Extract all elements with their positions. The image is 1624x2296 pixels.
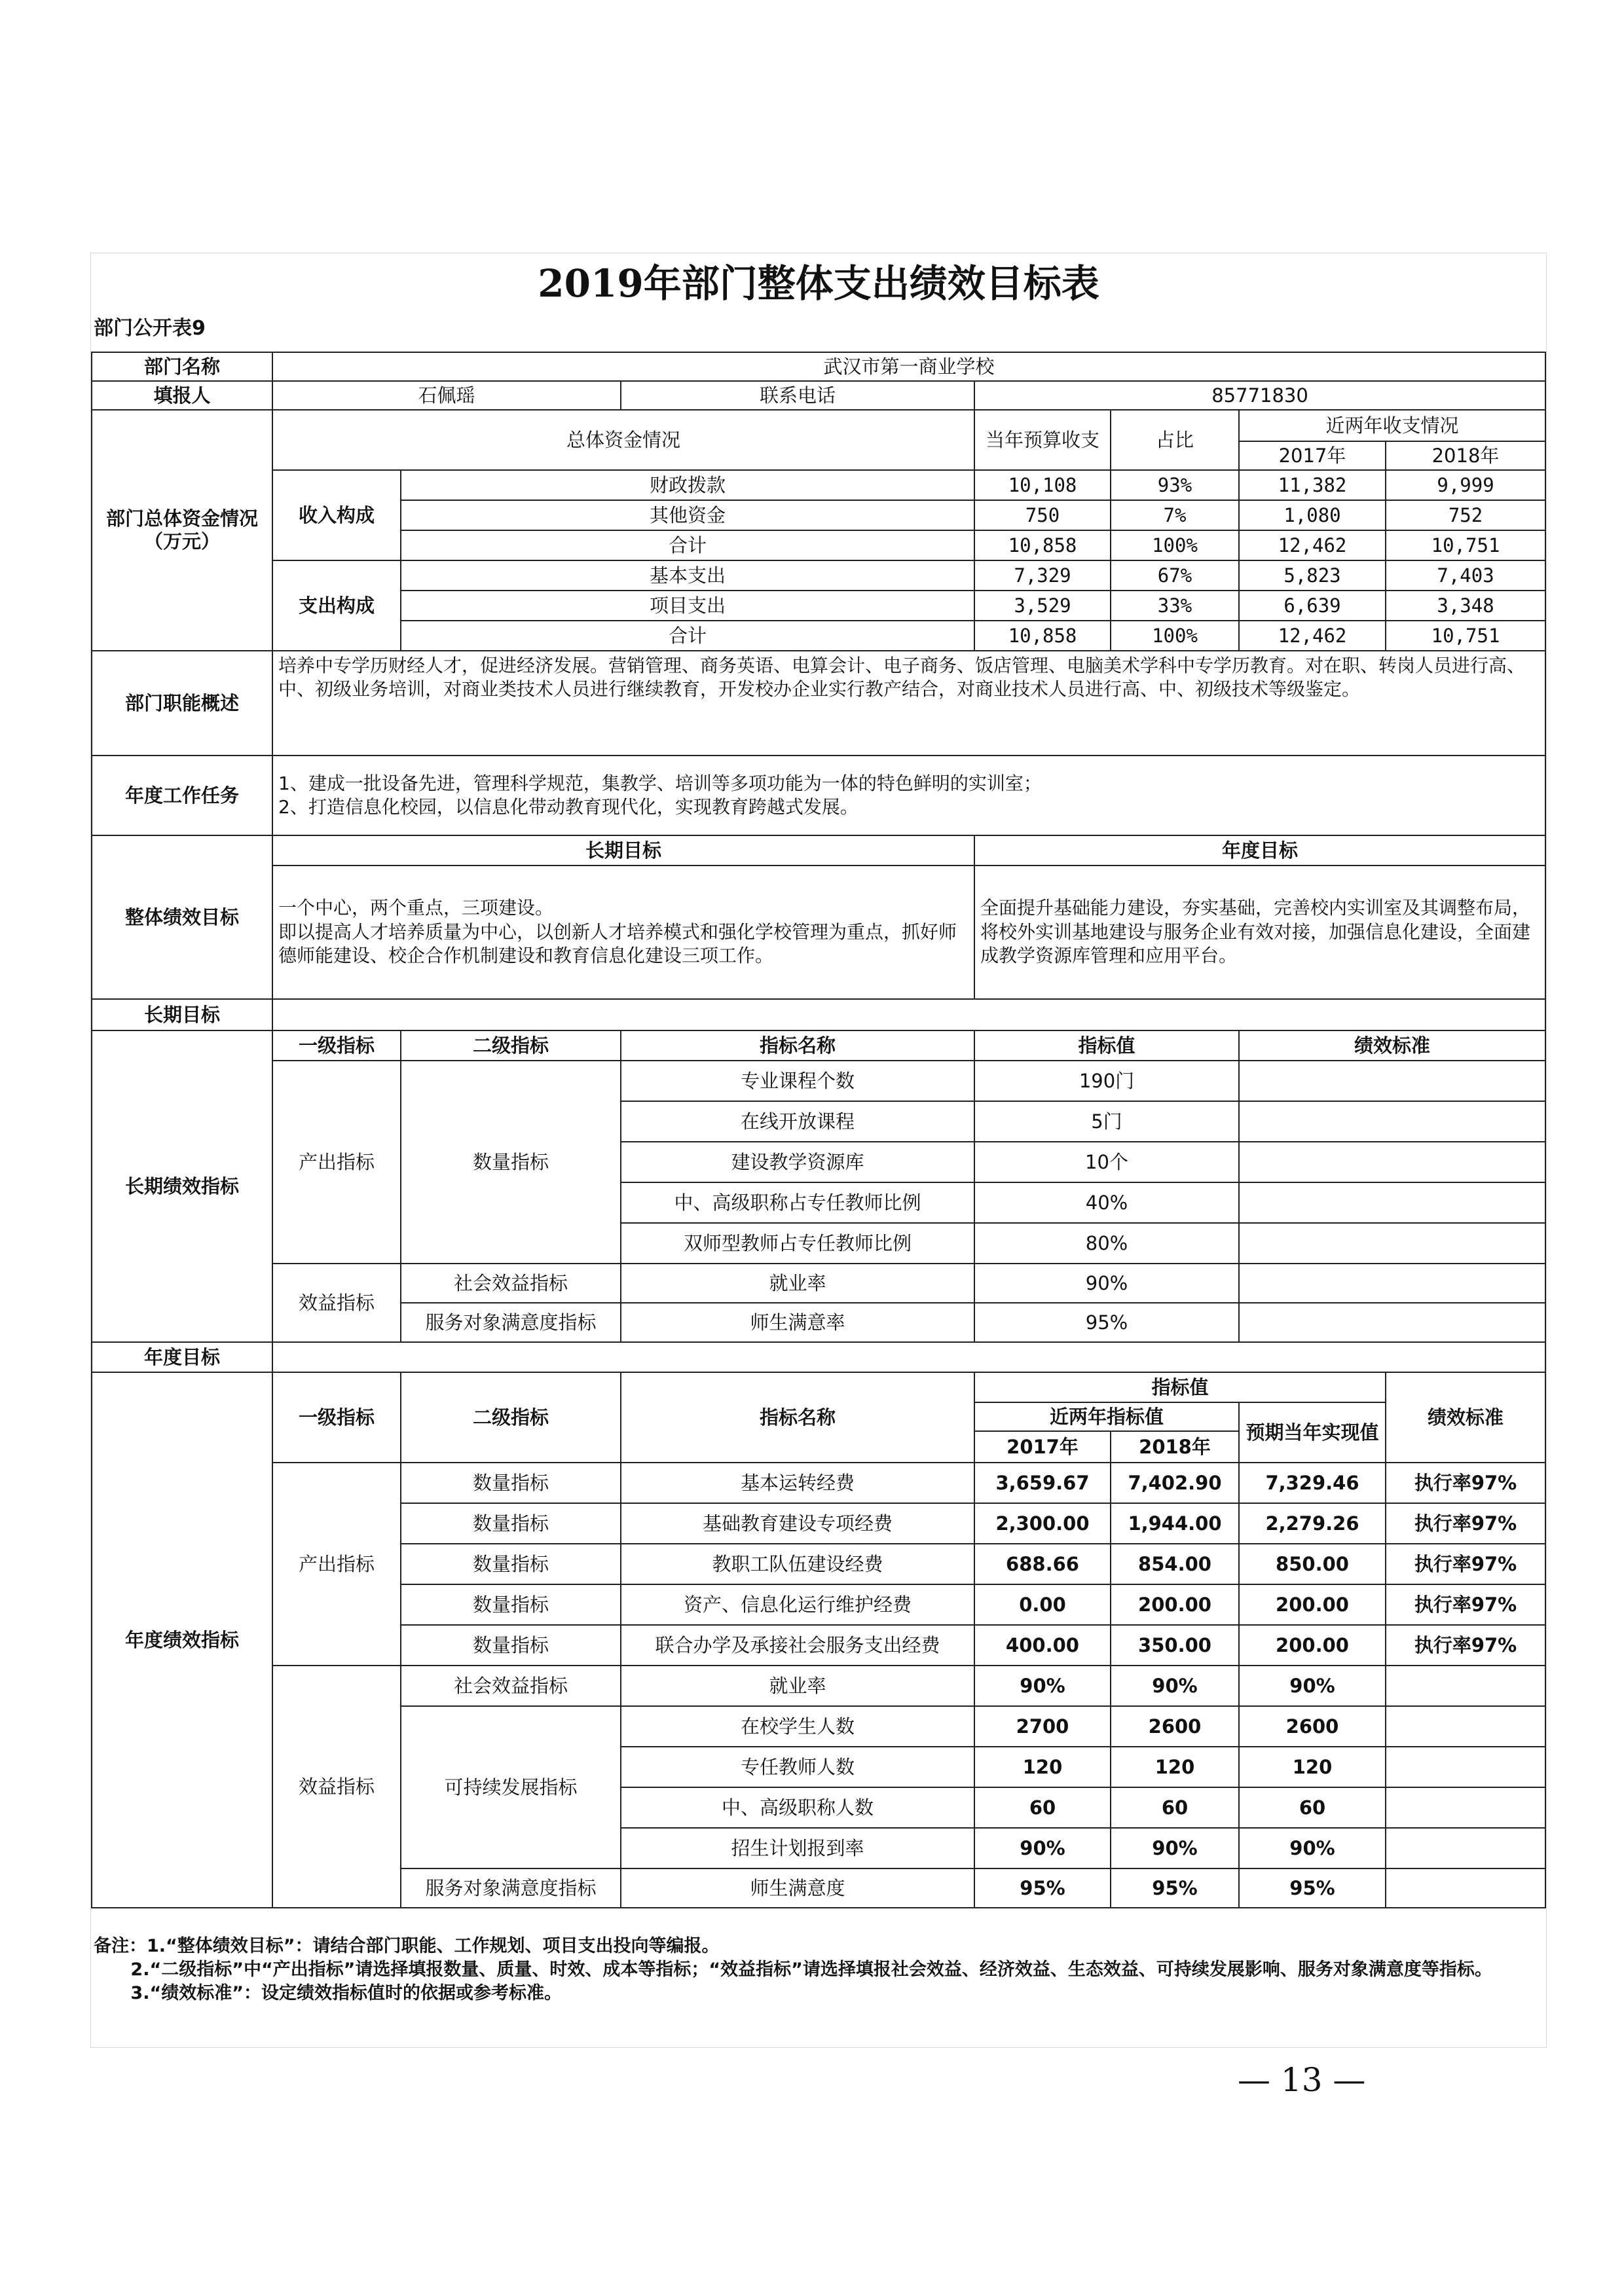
indicator-value: 40% (974, 1182, 1239, 1223)
indicator-name: 建设教学资源库 (621, 1142, 974, 1182)
long-term-section-empty (272, 999, 1545, 1030)
long-term-indicators-label: 长期绩效指标 (92, 1030, 272, 1342)
output-level2: 数量指标 (401, 1503, 621, 1544)
indicator-standard (1239, 1142, 1545, 1182)
standard (1386, 1706, 1545, 1747)
year-2017-header: 2017年 (974, 1431, 1111, 1463)
note-line: 2.“二级指标”中“产出指标”请选择填报数量、质量、时效、成本等指标；“效益指标”请选择填报社会效益、经济效益、生态效益、可持续发展影响、服务对象满意度等指标。 (94, 1959, 1492, 1980)
indicator-standard (1239, 1264, 1545, 1303)
value-expected: 200.00 (1239, 1584, 1386, 1625)
value-expected: 120 (1239, 1747, 1386, 1787)
output-level2: 数量指标 (401, 1584, 621, 1625)
income-2017: 12,462 (1239, 530, 1386, 560)
income-budget: 10,858 (974, 530, 1111, 560)
income-label: 收入构成 (272, 470, 401, 560)
annual-output-label: 产出指标 (272, 1463, 401, 1666)
value-2017: 95% (974, 1868, 1111, 1908)
two-years-header: 近两年收支情况 (1239, 410, 1545, 441)
reporter-label: 填报人 (92, 381, 272, 410)
indicator-name: 联合办学及承接社会服务支出经费 (621, 1625, 974, 1666)
long-term-quantity-label: 数量指标 (401, 1061, 621, 1264)
dept-name-row (92, 352, 1545, 381)
value-2018: 200.00 (1111, 1584, 1239, 1625)
dept-name-value: 武汉市第一商业学校 (272, 352, 1545, 381)
expense-ratio: 100% (1111, 621, 1239, 651)
value-expected: 60 (1239, 1787, 1386, 1828)
value-expected: 90% (1239, 1666, 1386, 1706)
indicator-standard (1239, 1182, 1545, 1223)
output-level2: 数量指标 (401, 1463, 621, 1503)
benefit-level2: 服务对象满意度指标 (401, 1303, 621, 1342)
expense-item: 基本支出 (401, 560, 974, 591)
value-2017: 3,659.67 (974, 1463, 1111, 1503)
indicator-value: 190门 (974, 1061, 1239, 1101)
social-benefit-label: 社会效益指标 (401, 1666, 621, 1706)
value-expected: 2,279.26 (1239, 1503, 1386, 1544)
standard: 执行率97% (1386, 1544, 1545, 1584)
indicator-value: 5门 (974, 1101, 1239, 1142)
notes (94, 1935, 1534, 2005)
annual-benefit-row (92, 1666, 1545, 1706)
duty-text: 培养中专学历财经人才，促进经济发展。营销管理、商务英语、电算会计、电子商务、饭店管理、电脑美术学科中专学历教育。对在职、转岗人员进行高、中、初级业务培训，对商业类技术人员进行继续教育，开发校办企业实行教产结合，对商业技术人员进行高、中、初级技术等级鉴定。 (272, 651, 1545, 756)
long-term-indicators-header-row (92, 1030, 1545, 1061)
table-number: 部门公开表9 (94, 317, 206, 340)
annual-section-row (92, 1342, 1545, 1372)
annual-task-label: 年度工作任务 (92, 756, 272, 835)
indicator-name: 资产、信息化运行维护经费 (621, 1584, 974, 1625)
standard: 执行率97% (1386, 1584, 1545, 1625)
overall-goal-label: 整体绩效目标 (92, 835, 272, 999)
income-2017: 1,080 (1239, 500, 1386, 530)
phone-label: 联系电话 (621, 381, 974, 410)
form-sheet (90, 253, 1547, 2048)
standard (1386, 1828, 1545, 1868)
year-2018-header: 2018年 (1386, 441, 1545, 470)
value-2017: 2,300.00 (974, 1503, 1111, 1544)
indicator-standard (1239, 1223, 1545, 1264)
value-2017: 60 (974, 1787, 1111, 1828)
expense-2018: 3,348 (1386, 591, 1545, 621)
performance-table (91, 352, 1546, 1908)
indicator-name: 基础教育建设专项经费 (621, 1503, 974, 1544)
annual-header-row (92, 1372, 1545, 1402)
long-term-benefit-label: 效益指标 (272, 1264, 401, 1342)
expense-budget: 10,858 (974, 621, 1111, 651)
value-2018: 2600 (1111, 1706, 1239, 1747)
value-2018: 120 (1111, 1747, 1239, 1787)
value-expected: 7,329.46 (1239, 1463, 1386, 1503)
expense-2018: 10,751 (1386, 621, 1545, 651)
note-line: 备注：1.“整体绩效目标”：请结合部门职能、工作规划、项目支出投向等编报。 (94, 1936, 720, 1956)
duty-row (92, 651, 1545, 756)
indicator-name-header: 指标名称 (621, 1030, 974, 1061)
indicator-standard (1239, 1303, 1545, 1342)
income-ratio: 7% (1111, 500, 1239, 530)
value-expected: 850.00 (1239, 1544, 1386, 1584)
page-number: — 13 — (1238, 2061, 1366, 2099)
standard (1386, 1666, 1545, 1706)
long-term-section-row (92, 999, 1545, 1030)
income-ratio: 93% (1111, 470, 1239, 500)
value-expected: 2600 (1239, 1706, 1386, 1747)
value-2017: 90% (974, 1828, 1111, 1868)
indicator-standard (1239, 1061, 1545, 1101)
indicator-value-header: 指标值 (974, 1372, 1386, 1402)
phone-value: 85771830 (974, 381, 1545, 410)
level2-header: 二级指标 (401, 1372, 621, 1463)
indicator-value: 95% (974, 1303, 1239, 1342)
annual-section-empty (272, 1342, 1545, 1372)
value-2017: 2700 (974, 1706, 1111, 1747)
value-2018: 90% (1111, 1828, 1239, 1868)
long-term-benefit-row (92, 1264, 1545, 1303)
value-2018: 1,944.00 (1111, 1503, 1239, 1544)
overall-goal-header-row (92, 835, 1545, 866)
income-2018: 10,751 (1386, 530, 1545, 560)
annual-task-row (92, 756, 1545, 835)
value-2018: 350.00 (1111, 1625, 1239, 1666)
annual-indicators-label: 年度绩效指标 (92, 1372, 272, 1908)
long-term-goal-header: 长期目标 (272, 835, 974, 866)
income-item: 合计 (401, 530, 974, 560)
indicator-name: 专业课程个数 (621, 1061, 974, 1101)
expense-budget: 7,329 (974, 560, 1111, 591)
reporter-row (92, 381, 1545, 410)
expected-value-header: 预期当年实现值 (1239, 1402, 1386, 1463)
standard (1386, 1787, 1545, 1828)
expense-2018: 7,403 (1386, 560, 1545, 591)
indicator-name: 在校学生人数 (621, 1706, 974, 1747)
income-2018: 9,999 (1386, 470, 1545, 500)
benefit-level2: 社会效益指标 (401, 1264, 621, 1303)
annual-goal-header: 年度目标 (974, 835, 1545, 866)
sustain-label: 可持续发展指标 (401, 1706, 621, 1868)
long-term-goal-text: 一个中心，两个重点，三项建设。 即以提高人才培养质量为中心，以创新人才培养模式和强化学校管理为重点，抓好师德师能建设、校企合作机制建设和教育信息化建设三项工作。 (272, 866, 974, 999)
standard (1386, 1747, 1545, 1787)
indicator-value: 80% (974, 1223, 1239, 1264)
expense-item: 合计 (401, 621, 974, 651)
dept-name-label: 部门名称 (92, 352, 272, 381)
income-budget: 10,108 (974, 470, 1111, 500)
note-line: 3.“绩效标准”：设定绩效指标值时的依据或参考标准。 (94, 1983, 562, 2003)
indicator-name-header: 指标名称 (621, 1372, 974, 1463)
output-level2: 数量指标 (401, 1544, 621, 1584)
indicator-value: 10个 (974, 1142, 1239, 1182)
level2-header: 二级指标 (401, 1030, 621, 1061)
income-row (92, 470, 1545, 500)
indicator-name: 教职工队伍建设经费 (621, 1544, 974, 1584)
expense-2017: 6,639 (1239, 591, 1386, 621)
output-level2: 数量指标 (401, 1625, 621, 1666)
recent-two-years-header: 近两年指标值 (974, 1402, 1239, 1431)
level1-header: 一级指标 (272, 1372, 401, 1463)
expense-2017: 5,823 (1239, 560, 1386, 591)
income-budget: 750 (974, 500, 1111, 530)
annual-section-label: 年度目标 (92, 1342, 272, 1372)
indicator-name: 在线开放课程 (621, 1101, 974, 1142)
income-2018: 752 (1386, 500, 1545, 530)
indicator-name: 师生满意度 (621, 1868, 974, 1908)
value-2018: 60 (1111, 1787, 1239, 1828)
indicator-name: 基本运转经费 (621, 1463, 974, 1503)
indicator-value-header: 指标值 (974, 1030, 1239, 1061)
income-ratio: 100% (1111, 530, 1239, 560)
funds-header-row (92, 410, 1545, 441)
level1-header: 一级指标 (272, 1030, 401, 1061)
annual-benefit-label: 效益指标 (272, 1666, 401, 1908)
value-expected: 90% (1239, 1828, 1386, 1868)
expense-row (92, 560, 1545, 591)
duty-label: 部门职能概述 (92, 651, 272, 756)
expense-label: 支出构成 (272, 560, 401, 651)
annual-task-text: 1、建成一批设备先进，管理科学规范，集教学、培训等多项功能为一体的特色鲜明的实训室； 2、打造信息化校园，以信息化带动教育现代化，实现教育跨越式发展。 (272, 756, 1545, 835)
value-2018: 854.00 (1111, 1544, 1239, 1584)
standard: 执行率97% (1386, 1463, 1545, 1503)
document-title: 2019年部门整体支出绩效目标表 (538, 261, 1099, 306)
expense-2017: 12,462 (1239, 621, 1386, 651)
long-term-output-row (92, 1061, 1545, 1101)
indicator-name: 就业率 (621, 1264, 974, 1303)
indicator-name: 师生满意率 (621, 1303, 974, 1342)
indicator-name: 中、高级职称占专任教师比例 (621, 1182, 974, 1223)
value-expected: 95% (1239, 1868, 1386, 1908)
expense-item: 项目支出 (401, 591, 974, 621)
value-2018: 90% (1111, 1666, 1239, 1706)
expense-budget: 3,529 (974, 591, 1111, 621)
income-item: 其他资金 (401, 500, 974, 530)
value-2017: 90% (974, 1666, 1111, 1706)
indicator-value: 90% (974, 1264, 1239, 1303)
indicator-name: 中、高级职称人数 (621, 1787, 974, 1828)
overall-funds-header: 总体资金情况 (272, 410, 974, 470)
value-2017: 400.00 (974, 1625, 1111, 1666)
funds-section-label: 部门总体资金情况（万元） (92, 410, 272, 651)
value-2017: 120 (974, 1747, 1111, 1787)
income-2017: 11,382 (1239, 470, 1386, 500)
long-term-output-label: 产出指标 (272, 1061, 401, 1264)
ratio-header: 占比 (1111, 410, 1239, 470)
indicator-standard (1239, 1101, 1545, 1142)
value-2018: 95% (1111, 1868, 1239, 1908)
year-2017-header: 2017年 (1239, 441, 1386, 470)
performance-standard-header: 绩效标准 (1386, 1372, 1545, 1463)
indicator-name: 就业率 (621, 1666, 974, 1706)
performance-standard-header: 绩效标准 (1239, 1030, 1545, 1061)
value-2017: 0.00 (974, 1584, 1111, 1625)
reporter-value: 石佩瑶 (272, 381, 621, 410)
expense-ratio: 33% (1111, 591, 1239, 621)
annual-output-row (92, 1463, 1545, 1503)
year-2018-header: 2018年 (1111, 1431, 1239, 1463)
indicator-name: 专任教师人数 (621, 1747, 974, 1787)
income-item: 财政拨款 (401, 470, 974, 500)
expense-ratio: 67% (1111, 560, 1239, 591)
long-term-section-label: 长期目标 (92, 999, 272, 1030)
value-expected: 200.00 (1239, 1625, 1386, 1666)
budget-header: 当年预算收支 (974, 410, 1111, 470)
indicator-name: 招生计划报到率 (621, 1828, 974, 1868)
value-2017: 688.66 (974, 1544, 1111, 1584)
value-2018: 7,402.90 (1111, 1463, 1239, 1503)
annual-goal-text: 全面提升基础能力建设，夯实基础，完善校内实训室及其调整布局，将校外实训基地建设与服务企业有效对接，加强信息化建设，全面建成教学资源库管理和应用平台。 (974, 866, 1545, 999)
standard: 执行率97% (1386, 1625, 1545, 1666)
standard: 执行率97% (1386, 1503, 1545, 1544)
overall-goal-text-row (92, 866, 1545, 999)
satisfaction-label: 服务对象满意度指标 (401, 1868, 621, 1908)
indicator-name: 双师型教师占专任教师比例 (621, 1223, 974, 1264)
standard (1386, 1868, 1545, 1908)
